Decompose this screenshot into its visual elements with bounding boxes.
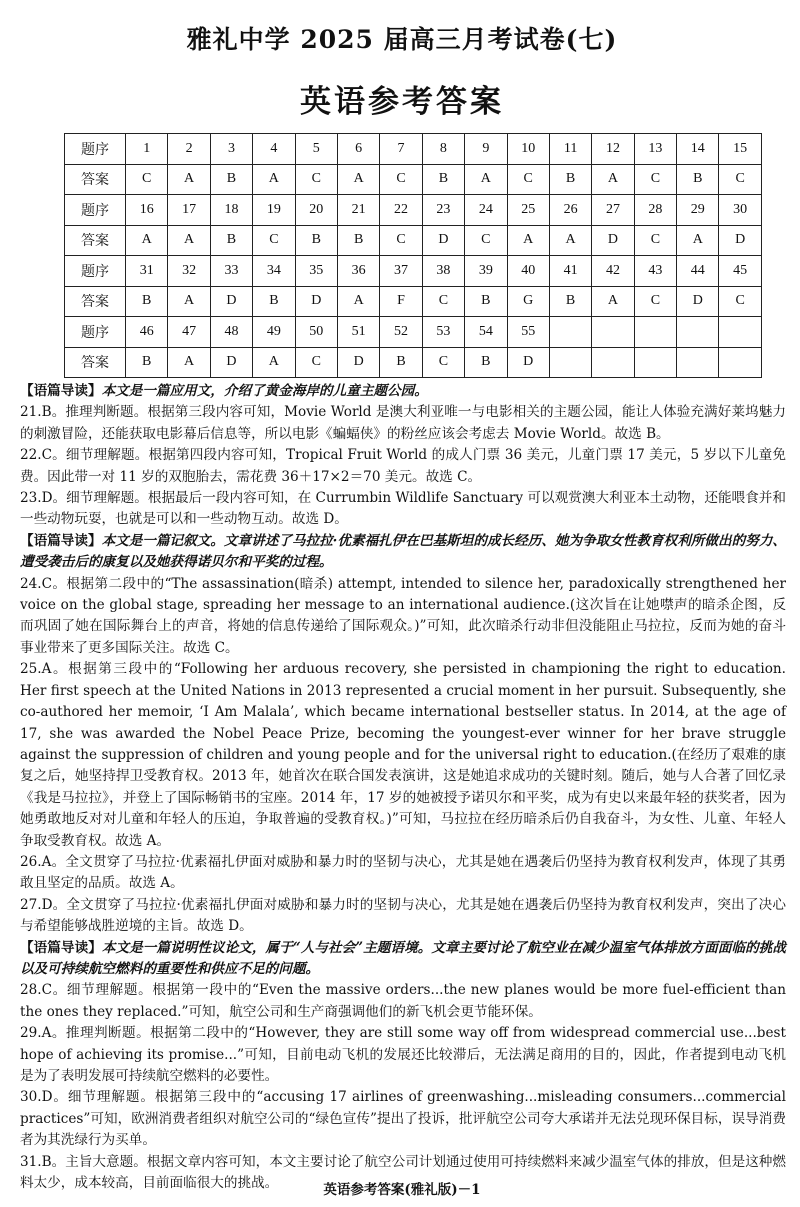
answer-letter-cell: C: [634, 164, 676, 195]
question-row: [65, 317, 762, 348]
question-number-cell: 28: [634, 195, 676, 226]
answer-letter-cell: B: [380, 347, 422, 378]
question-number-cell: 12: [592, 134, 634, 165]
question-row: [65, 195, 762, 226]
answer-letter-cell: A: [677, 225, 719, 256]
answer-explanation: 24.C。根据第二段中的“The assassination(暗杀) attempt, intended to silence her, paradoxically strengthened her voice on the global stage, spreading her message to an international audience.(这次旨在让她噤声的暗杀企图，反而巩固了她在国际舞台上的声音，将她的信息传递给了国际观众。)”可知，此次暗杀行动非但没能阻止马拉拉，反而为她的奋斗事业带来了更多国际关注。故选 C。: [20, 575, 786, 656]
question-number-cell: 44: [677, 256, 719, 287]
question-number-cell: 2: [168, 134, 210, 165]
answer-letter-cell: B: [465, 347, 507, 378]
answer-letter-cell: C: [719, 164, 761, 195]
question-number-cell: 19: [253, 195, 295, 226]
answer-letter-cell: A: [337, 164, 379, 195]
answer-letter-cell: C: [253, 225, 295, 256]
answer-letter-cell: B: [422, 164, 464, 195]
reading-guide: [20, 531, 786, 574]
question-number-cell: 47: [168, 317, 210, 348]
answer-explanation: 28.C。细节理解题。根据第一段中的“Even the massive orders...the new planes would be more fuel-efficient than the ones they replaced.”可知，航空公司和生产商强调他们的新飞机会更节能环保。: [20, 982, 786, 1020]
question-number-cell: 52: [380, 317, 422, 348]
question-number-cell: 4: [253, 134, 295, 165]
question-number-cell: 18: [210, 195, 252, 226]
answer-row-label: 答案: [65, 347, 126, 378]
question-number-cell: 38: [422, 256, 464, 287]
answer-row: [65, 164, 762, 195]
answer-explanation: 27.D。全文贯穿了马拉拉·优素福扎伊面对威胁和暴力时的坚韧与决心，尤其是她在遇袭后仍坚持为教育权利发声，突出了决心与希望能够战胜逆境的主旨。故选 D。: [20, 896, 786, 935]
question-number-cell: 46: [126, 317, 168, 348]
answer-letter-cell: D: [677, 286, 719, 317]
answer-letter-cell: F: [380, 286, 422, 317]
answer-letter-cell: A: [253, 347, 295, 378]
answer-letter-cell: [592, 347, 634, 378]
reading-guide: [20, 381, 786, 402]
answer-row: [65, 286, 762, 317]
answer-letter-cell: C: [126, 164, 168, 195]
answer-letter-cell: A: [507, 225, 549, 256]
question-number-cell: 14: [677, 134, 719, 165]
question-number-cell: 48: [210, 317, 252, 348]
answer-letter-cell: A: [465, 164, 507, 195]
question-number-cell: 41: [549, 256, 591, 287]
question-number-cell: [592, 317, 634, 348]
answer-letter-cell: A: [592, 286, 634, 317]
question-number-cell: 39: [465, 256, 507, 287]
question-number-cell: 27: [592, 195, 634, 226]
answer-letter-cell: A: [592, 164, 634, 195]
page-footer: 英语参考答案(雅礼版)－1: [323, 1182, 481, 1198]
question-number-cell: 29: [677, 195, 719, 226]
question-number-cell: 15: [719, 134, 761, 165]
question-number-cell: 33: [210, 256, 252, 287]
question-row-label: 题序: [65, 256, 126, 287]
question-number-cell: 35: [295, 256, 337, 287]
answer-letter-cell: A: [337, 286, 379, 317]
answer-letter-cell: A: [168, 225, 210, 256]
answer-letter-cell: A: [168, 286, 210, 317]
answer-letter-cell: A: [168, 164, 210, 195]
answer-row: [65, 225, 762, 256]
question-number-cell: 9: [465, 134, 507, 165]
answer-letter-cell: B: [210, 164, 252, 195]
question-number-cell: 21: [337, 195, 379, 226]
question-number-cell: 24: [465, 195, 507, 226]
answer-letter-cell: C: [634, 225, 676, 256]
answer-letter-cell: D: [337, 347, 379, 378]
answer-letter-cell: [549, 347, 591, 378]
answer-letter-cell: C: [295, 347, 337, 378]
answer-letter-cell: A: [549, 225, 591, 256]
reading-guide-text: 本文是一篇记叙文。文章讲述了马拉拉·优素福扎伊在巴基斯坦的成长经历、她为争取女性教育权利所做出的努力、遭受袭击后的康复以及她获得诺贝尔和平奖的过程。: [20, 532, 787, 571]
answer-table: [64, 133, 762, 378]
question-number-cell: 25: [507, 195, 549, 226]
question-number-cell: 50: [295, 317, 337, 348]
answer-letter-cell: D: [719, 225, 761, 256]
answer-letter-cell: A: [126, 225, 168, 256]
question-number-cell: 3: [210, 134, 252, 165]
question-number-cell: 51: [337, 317, 379, 348]
question-number-cell: [719, 317, 761, 348]
answer-letter-cell: C: [634, 286, 676, 317]
answer-letter-cell: D: [295, 286, 337, 317]
answer-letter-cell: D: [507, 347, 549, 378]
answer-letter-cell: B: [465, 286, 507, 317]
answer-letter-cell: [634, 347, 676, 378]
answer-letter-cell: D: [210, 347, 252, 378]
answer-row-label: 答案: [65, 286, 126, 317]
question-number-cell: [677, 317, 719, 348]
answer-letter-cell: G: [507, 286, 549, 317]
question-number-cell: 11: [549, 134, 591, 165]
reading-guide-tag: 【语篇导读】: [20, 939, 102, 956]
question-number-cell: 34: [253, 256, 295, 287]
question-number-cell: 22: [380, 195, 422, 226]
answer-row-label: 答案: [65, 225, 126, 256]
question-row-label: 题序: [65, 195, 126, 226]
answer-letter-cell: D: [592, 225, 634, 256]
question-number-cell: 36: [337, 256, 379, 287]
answer-explanation: 29.A。推理判断题。根据第二段中的“However, they are still some way off from widespread commercial use...best hope of achieving its promise...”可知，目前电动飞机的发展还比较滞后，无法满足商用的目的，因此，作者提到电动飞机是为了表明发展可持续航空燃料的必要性。: [20, 1025, 786, 1084]
question-row: [65, 134, 762, 165]
question-number-cell: 40: [507, 256, 549, 287]
question-number-cell: 45: [719, 256, 761, 287]
answer-explanation: 21.B。推理判断题。根据第三段内容可知，Movie World 是澳大利亚唯一与电影相关的主题公园，能让人体验充满好莱坞魅力的刺激冒险，还能获取电影幕后信息等，所以电影《蝙蝠侠》的粉丝应该会考虑去 Movie World。故选 B。: [20, 404, 786, 442]
answer-letter-cell: B: [549, 164, 591, 195]
answer-letter-cell: [677, 347, 719, 378]
reading-guide-text: 本文是一篇说明性议论文，属于“人与社会”主题语境。文章主要讨论了航空业在减少温室气体排放方面面临的挑战以及可持续航空燃料的重要性和供应不足的问题。: [20, 939, 787, 977]
reading-guide: [20, 938, 786, 981]
reading-guide-text: 本文是一篇应用文，介绍了黄金海岸的儿童主题公园。: [101, 383, 428, 399]
answer-key-heading: 英语参考答案: [300, 84, 504, 120]
answer-letter-cell: D: [210, 286, 252, 317]
answer-letter-cell: C: [380, 225, 422, 256]
question-number-cell: 49: [253, 317, 295, 348]
answer-letter-cell: C: [380, 164, 422, 195]
question-number-cell: 23: [422, 195, 464, 226]
answer-row-label: 答案: [65, 164, 126, 195]
question-number-cell: 16: [126, 195, 168, 226]
answer-explanation: 31.B。主旨大意题。根据文章内容可知，本文主要讨论了航空公司计划通过使用可持续燃料来减少温室气体的排放，但是这种燃料太少，成本较高，目前面临很大的挑战。: [20, 1153, 786, 1192]
answer-row: [65, 347, 762, 378]
question-number-cell: 30: [719, 195, 761, 226]
question-number-cell: 17: [168, 195, 210, 226]
explanations: [20, 381, 786, 1194]
question-number-cell: [634, 317, 676, 348]
exam-title: 雅礼中学 2025 届高三月考试卷(七): [186, 25, 618, 54]
question-number-cell: 1: [126, 134, 168, 165]
question-number-cell: 53: [422, 317, 464, 348]
question-number-cell: [549, 317, 591, 348]
answer-letter-cell: C: [422, 286, 464, 317]
answer-letter-cell: D: [422, 225, 464, 256]
answer-letter-cell: B: [677, 164, 719, 195]
answer-explanation: 22.C。细节理解题。根据第四段内容可知，Tropical Fruit World 的成人门票 36 美元，儿童门票 17 美元，5 岁以下儿童免费。因此带一对 11 岁的双胞胎去，需花费 36＋17×2＝70 美元。故选 C。: [20, 447, 786, 485]
question-row-label: 题序: [65, 317, 126, 348]
answer-explanation: 26.A。全文贯穿了马拉拉·优素福扎伊面对威胁和暴力时的坚韧与决心，尤其是她在遇袭后仍坚持为教育权利发声，体现了其勇敢且坚定的品质。故选 A。: [20, 853, 786, 892]
question-number-cell: 6: [337, 134, 379, 165]
reading-guide-tag: 【语篇导读】: [20, 383, 102, 399]
answer-explanation: 25.A。根据第三段中的“Following her arduous recovery, she persisted in championing the right to education. Her first speech at the United Nations in 2013 represented a crucial moment in her pursuit. Subsequently, she co-authored her memoir, ‘I Am Malala’, which became international bestseller status. In 2014, at the age of 17, she was awarded the Nobel Peace Prize, becoming the youngest-ever winner for her brave struggle against the suppression of children and young people and for the universal right to education.(在经历了艰难的康复之后，她坚持捍卫受教育权。2013 年，她首次在联合国发表演讲，这是她追求成功的关键时刻。随后，她与人合著了回忆录《我是马拉拉》，并登上了国际畅销书的宝座。2014 年，17 岁的她被授予诺贝尔和平奖，成为有史以来最年轻的获奖者，因为她勇敢地反对对儿童和年轻人的压迫，争取普遍的受教育权。)”可知，马拉拉在经历暗杀后仍自我奋斗，为女性、儿童、年轻人争取受教育权。故选 A。: [20, 661, 786, 849]
answer-letter-cell: B: [210, 225, 252, 256]
answer-letter-cell: B: [126, 286, 168, 317]
question-number-cell: 42: [592, 256, 634, 287]
question-number-cell: 55: [507, 317, 549, 348]
answer-letter-cell: B: [295, 225, 337, 256]
answer-letter-cell: B: [126, 347, 168, 378]
question-number-cell: 43: [634, 256, 676, 287]
question-number-cell: 7: [380, 134, 422, 165]
answer-explanation: 23.D。细节理解题。根据最后一段内容可知，在 Currumbin Wildlife Sanctuary 可以观赏澳大利亚本土动物，还能喂食并和一些动物玩耍，也就是可以和一些动物互动。故选 D。: [20, 490, 786, 528]
question-number-cell: 54: [465, 317, 507, 348]
question-number-cell: 31: [126, 256, 168, 287]
question-number-cell: 32: [168, 256, 210, 287]
question-row: [65, 256, 762, 287]
question-number-cell: 13: [634, 134, 676, 165]
answer-letter-cell: C: [719, 286, 761, 317]
answer-letter-cell: A: [253, 164, 295, 195]
answer-letter-cell: C: [422, 347, 464, 378]
answer-letter-cell: C: [507, 164, 549, 195]
answer-letter-cell: [719, 347, 761, 378]
answer-letter-cell: B: [253, 286, 295, 317]
answer-letter-cell: B: [549, 286, 591, 317]
answer-letter-cell: C: [295, 164, 337, 195]
answer-letter-cell: B: [337, 225, 379, 256]
answer-letter-cell: A: [168, 347, 210, 378]
reading-guide-tag: 【语篇导读】: [20, 532, 102, 549]
question-row-label: 题序: [65, 134, 126, 165]
question-number-cell: 37: [380, 256, 422, 287]
question-number-cell: 20: [295, 195, 337, 226]
answer-explanation: 30.D。细节理解题。根据第三段中的“accusing 17 airlines of greenwashing...misleading consumers...commercial practices”可知，欧洲消费者组织对航空公司的“绿色宣传”提出了投诉，批评航空公司夸大承诺并无法兑现环保目标，误导消费者为其洗绿行为买单。: [20, 1089, 786, 1149]
answer-letter-cell: C: [465, 225, 507, 256]
question-number-cell: 10: [507, 134, 549, 165]
question-number-cell: 5: [295, 134, 337, 165]
question-number-cell: 26: [549, 195, 591, 226]
question-number-cell: 8: [422, 134, 464, 165]
